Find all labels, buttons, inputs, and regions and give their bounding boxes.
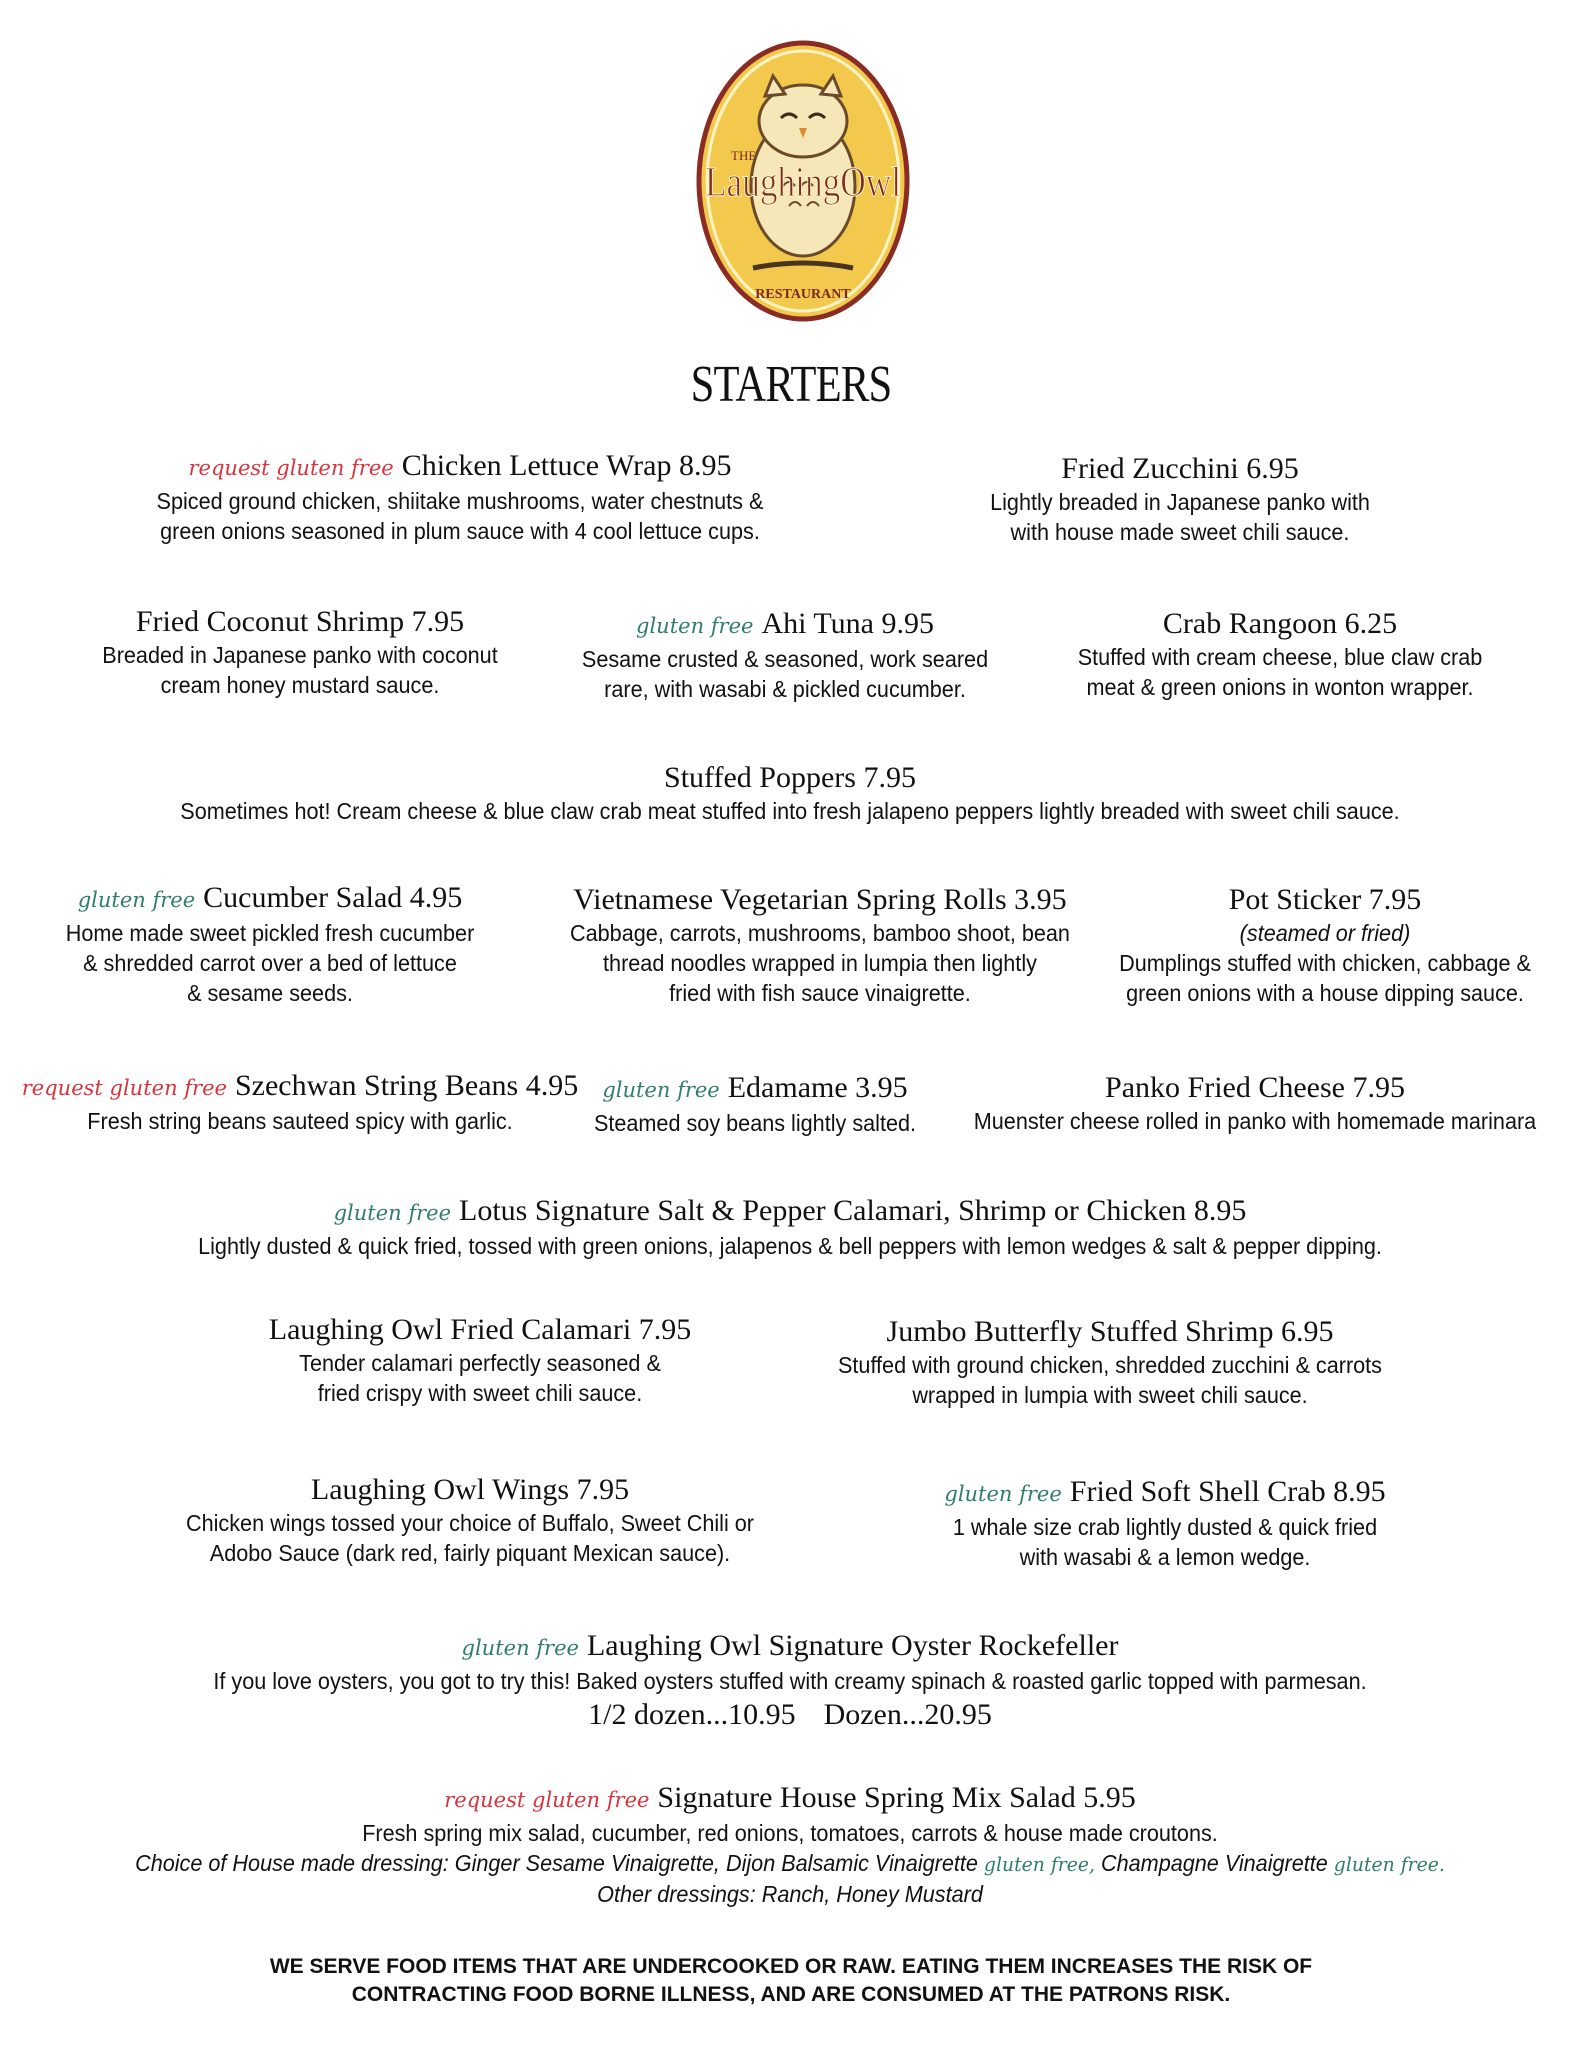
menu-item <box>1040 606 1520 702</box>
price-half-dozen: 1/2 dozen...10.95 <box>588 1698 796 1731</box>
item-description: Muenster cheese rolled in panko with homemade marinara <box>973 1108 1537 1134</box>
item-title <box>540 882 1100 918</box>
item-name: Laughing Owl Signature Oyster Rockefeller <box>586 1629 1119 1662</box>
item-tag: gluten free <box>944 1482 1062 1506</box>
item-description: Lightly dusted & quick fried, tossed with green onions, jalapenos & bell peppers with lemon wedges & salt & pepper dipping. <box>198 1233 1382 1259</box>
item-description: Stuffed with ground chicken, shredded zucchini & carrots wrapped in lumpia with sweet chili sauce. <box>837 1352 1382 1408</box>
item-name: Lotus Signature Salt & Pepper Calamari, Shrimp or Chicken 8.95 <box>459 1194 1247 1227</box>
menu-item <box>900 1474 1430 1572</box>
menu-item <box>220 1312 740 1408</box>
dressing-choices: Choice of House made dressing: Ginger Sesame Vinaigrette, Dijon Balsamic Vinaigrette gluten free, Champagne Vinaigrette gluten free. Other dressings: Ranch, Honey Mustard <box>85 1848 1495 1909</box>
raw-food-warning: WE SERVE FOOD ITEMS THAT ARE UNDERCOOKED OR RAW. EATING THEM INCREASES THE RISK OF CONTRACTING FOOD BORNE ILLNESS, AND ARE CONSUMED AT THE PATRONS RISK. <box>269 1955 1313 2006</box>
item-name: Fried Zucchini 6.95 <box>1061 452 1299 485</box>
item-tag: gluten free <box>333 1201 452 1225</box>
menu-item <box>550 606 1020 704</box>
item-tag: gluten free <box>636 614 754 638</box>
item-title <box>220 1312 740 1348</box>
item-title <box>570 1070 940 1108</box>
item-title <box>900 1474 1430 1512</box>
item-name: Laughing Owl Fried Calamari 7.95 <box>268 1313 692 1346</box>
item-name: Vietnamese Vegetarian Spring Rolls 3.95 <box>573 883 1067 916</box>
item-title <box>10 1068 590 1106</box>
menu-item <box>60 760 1520 826</box>
logo-bottom-text: RESTAURANT <box>755 287 851 302</box>
item-title <box>150 1472 790 1508</box>
item-title <box>80 1193 1500 1231</box>
item-prices <box>80 1696 1500 1734</box>
item-description: Stuffed with cream cheese, blue claw crab meat & green onions in wonton wrapper. <box>1077 644 1483 700</box>
item-description: Dumplings stuffed with chicken, cabbage & green onions with a house dipping sauce. <box>1119 950 1531 1006</box>
item-description: Sesame crusted & seasoned, work seared rare, with wasabi & pickled cucumber. <box>581 646 989 702</box>
item-title <box>40 1780 1540 1818</box>
menu-item <box>110 448 810 546</box>
item-description: If you love oysters, you got to try this! Baked oysters stuffed with creamy spinach & roasted garlic topped with parmesan. <box>213 1668 1367 1694</box>
item-description: Fresh spring mix salad, cucumber, red onions, tomatoes, carrots & house made croutons. <box>362 1820 1218 1846</box>
item-name: Signature House Spring Mix Salad 5.95 <box>657 1781 1136 1814</box>
item-name: Laughing Owl Wings 7.95 <box>310 1473 630 1506</box>
item-title <box>1040 606 1520 642</box>
item-description: Spiced ground chicken, shiitake mushrooms, water chestnuts & green onions seasoned in plum sauce with 4 cool lettuce cups. <box>156 488 764 544</box>
item-title <box>60 760 1520 796</box>
item-description: Tender calamari perfectly seasoned & fried crispy with sweet chili sauce. <box>299 1350 661 1406</box>
section-heading: STARTERS <box>690 356 892 413</box>
item-name: Fried Soft Shell Crab 8.95 <box>1069 1475 1386 1508</box>
dressing-tag: gluten free. <box>1333 1852 1445 1876</box>
item-name: Cucumber Salad 4.95 <box>203 881 463 914</box>
item-title <box>550 606 1020 644</box>
item-tag: gluten free <box>77 888 196 912</box>
item-tag: request gluten free <box>444 1788 650 1812</box>
item-name: Stuffed Poppers 7.95 <box>664 761 916 794</box>
item-title <box>930 451 1430 487</box>
menu-item <box>10 1068 590 1136</box>
item-name: Szechwan String Beans 4.95 <box>234 1069 579 1102</box>
item-title <box>110 448 810 486</box>
laughing-owl-logo <box>693 36 913 326</box>
menu-item <box>950 1070 1560 1136</box>
item-title <box>950 1070 1560 1106</box>
item-description: Lightly breaded in Japanese panko with with house made sweet chili sauce. <box>990 489 1370 545</box>
dressing-tag: gluten free, <box>983 1852 1096 1876</box>
item-tag: request gluten free <box>188 456 394 480</box>
item-name: Chicken Lettuce Wrap 8.95 <box>401 449 732 482</box>
item-subtitle: (steamed or fried) <box>1239 920 1411 946</box>
item-title <box>70 604 530 640</box>
logo-top-text: THE <box>731 148 757 163</box>
item-description: Cabbage, carrots, mushrooms, bamboo shoot, bean thread noodles wrapped in lumpia then lightly fried with fish sauce vinaigrette. <box>570 920 1070 1006</box>
item-name: Pot Sticker 7.95 <box>1228 883 1422 916</box>
item-name: Edamame 3.95 <box>727 1071 908 1104</box>
menu-item <box>570 1070 940 1138</box>
menu-item <box>790 1314 1430 1410</box>
other-dressings: Other dressings: Ranch, Honey Mustard <box>597 1881 983 1907</box>
menu-item <box>930 451 1430 547</box>
menu-item <box>20 880 520 1008</box>
item-name: Ahi Tuna 9.95 <box>761 607 934 640</box>
item-description: Fresh string beans sauteed spicy with garlic. <box>87 1108 513 1134</box>
item-title <box>1090 882 1560 918</box>
menu-item <box>1090 882 1560 1008</box>
menu-item <box>80 1628 1500 1734</box>
item-description: Breaded in Japanese panko with coconut cream honey mustard sauce. <box>102 642 498 698</box>
item-tag: gluten free <box>461 1636 579 1660</box>
item-title <box>790 1314 1430 1350</box>
item-description: Steamed soy beans lightly salted. <box>593 1110 917 1136</box>
menu-item <box>40 1780 1540 1909</box>
menu-item <box>70 604 530 700</box>
item-description: 1 whale size crab lightly dusted & quick fried with wasabi & a lemon wedge. <box>952 1514 1378 1570</box>
item-name: Fried Coconut Shrimp 7.95 <box>135 605 465 638</box>
menu-item <box>540 882 1100 1008</box>
logo-name: LaughingOwl <box>705 160 901 206</box>
item-name: Crab Rangoon 6.25 <box>1162 607 1398 640</box>
item-tag: request gluten free <box>21 1076 227 1100</box>
menu-item <box>80 1193 1500 1261</box>
item-name: Panko Fried Cheese 7.95 <box>1105 1071 1405 1104</box>
item-tag: gluten free <box>602 1078 720 1102</box>
menu-item <box>150 1472 790 1568</box>
item-name: Jumbo Butterfly Stuffed Shrimp 6.95 <box>886 1315 1334 1348</box>
item-description: Chicken wings tossed your choice of Buffalo, Sweet Chili or Adobo Sauce (dark red, fairly piquant Mexican sauce). <box>185 1510 755 1566</box>
item-description: Home made sweet pickled fresh cucumber & shredded carrot over a bed of lettuce & sesame seeds. <box>65 920 475 1006</box>
item-title <box>80 1628 1500 1666</box>
item-title <box>20 880 520 918</box>
price-dozen: Dozen...20.95 <box>823 1698 992 1731</box>
item-description: Sometimes hot! Cream cheese & blue claw crab meat stuffed into fresh jalapeno peppers lightly breaded with sweet chili sauce. <box>180 798 1400 824</box>
